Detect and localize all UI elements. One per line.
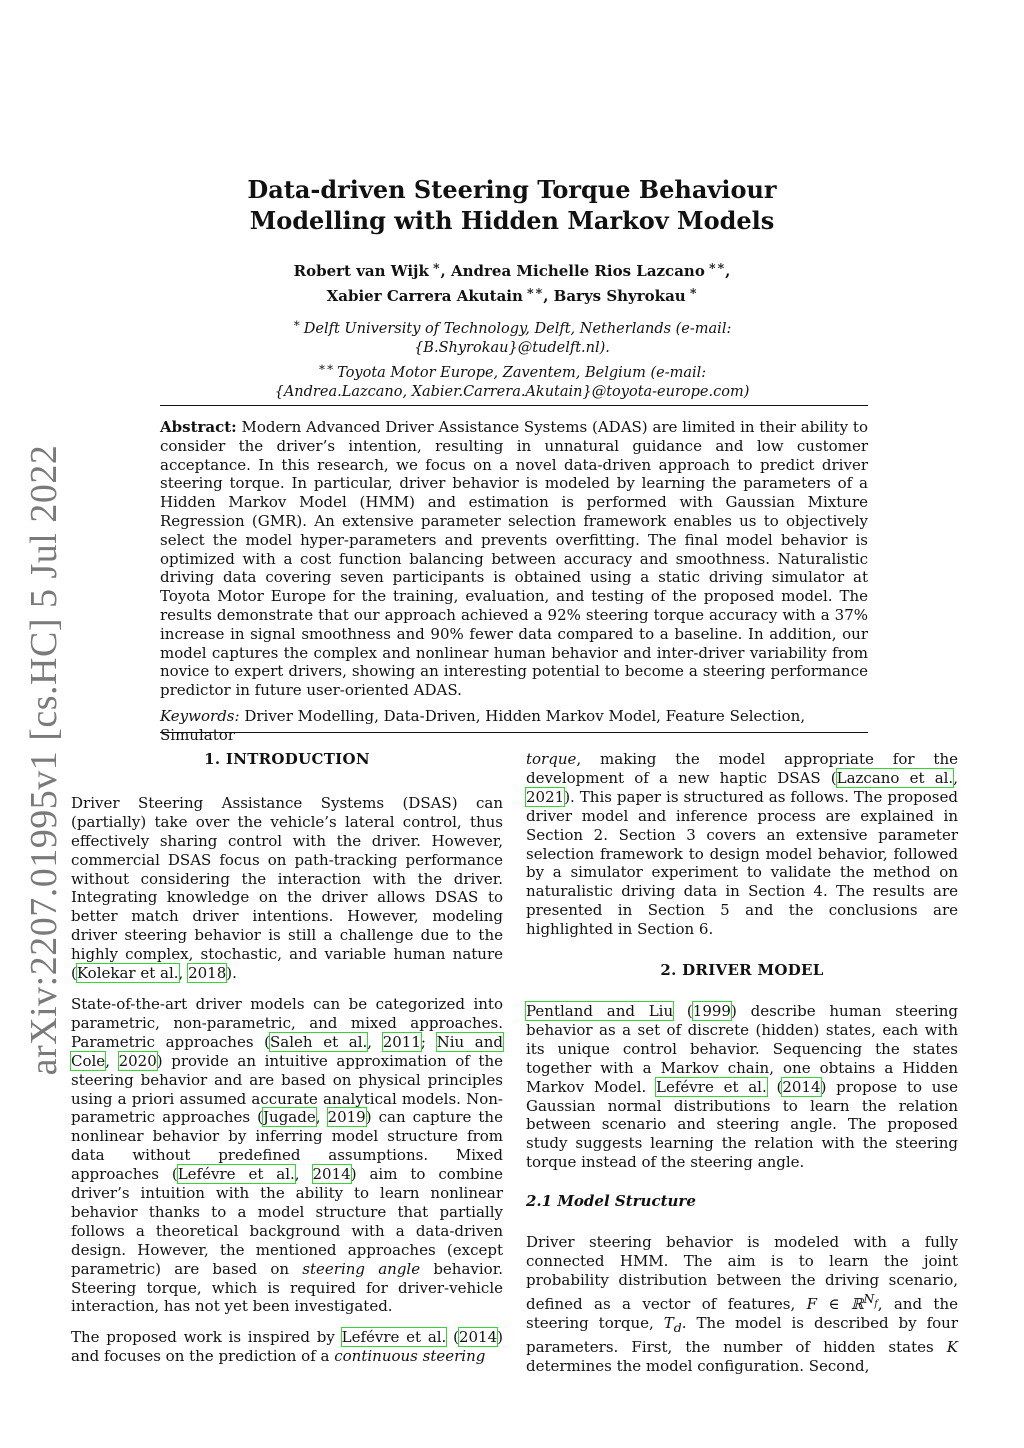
citation-link[interactable]: Jugade: [263, 1108, 316, 1127]
title-line-2: Modelling with Hidden Markov Models: [249, 206, 775, 235]
math-F: F ∈ ℝ: [806, 1294, 864, 1313]
author-name: Robert van Wijk: [293, 262, 429, 280]
model-p2-text: Driver steering behavior is modeled with a fully connected HMM. The aim is to learn the joint probability distribution between the driving scenario, defined as a vector of features,: [526, 1233, 958, 1313]
abstract: [160, 418, 868, 700]
emphasis: steering angle: [302, 1259, 421, 1278]
citation-year-link[interactable]: 2018: [188, 964, 227, 983]
affiliation-mark: ∗: [292, 316, 301, 330]
emphasis: continuous steering: [334, 1347, 486, 1366]
citation-link[interactable]: Lefévre et al.: [177, 1165, 295, 1184]
title-line-1: Data-driven Steering Torque Behaviour: [247, 175, 777, 204]
intro-p3-text: ) and focuses on the prediction of a: [71, 1328, 503, 1366]
citation-year-link[interactable]: 2014: [782, 1077, 821, 1096]
author-mark: ∗∗: [525, 283, 544, 298]
intro-paragraph-2: [71, 995, 503, 1316]
intro-paragraph-3: [71, 1328, 503, 1366]
affiliation-line: Toyota Motor Europe, Zaventem, Belgium (e-mail:: [337, 364, 707, 381]
intro-p2-text: State-of-the-art driver models can be categorized into parametric, non-parametric, and mixed approaches. Parametric approaches (: [71, 994, 503, 1051]
section-1-title: 1. INTRODUCTION: [204, 750, 370, 768]
affiliation-line: {Andrea.Lazcano, Xabier.Carrera.Akutain}@toyota-europe.com): [274, 383, 750, 400]
top-rule: [160, 405, 868, 406]
model-p1-text: ) propose to use Gaussian normal distributions to learn the relation between scenario and steering angle. The proposed study suggests learning the relation with the steering torque instead of the steering angle.: [526, 1077, 958, 1172]
author-mark: ∗: [688, 283, 698, 298]
citation-sep: (: [446, 1328, 459, 1347]
arxiv-stamp: [14, 444, 74, 1076]
affiliations: [160, 314, 864, 402]
citation-sep: (: [766, 1077, 783, 1096]
citation-link[interactable]: Lazcano et al.: [836, 768, 954, 787]
model-p2-text: determines the model configuration. Second,: [526, 1356, 870, 1375]
intro-p2-text: ) can capture the nonlinear behavior by inferring model structure from data without predefined assumptions. Mixed approaches (: [71, 1108, 503, 1184]
affiliation-mark: ∗∗: [317, 359, 335, 374]
arxiv-stamp-text: arXiv:2207.01995v1 [cs.HC] 5 Jul 2022: [23, 444, 65, 1076]
intro-paragraph-1: [71, 794, 503, 983]
citation-year-link[interactable]: 2019: [327, 1108, 366, 1127]
math-N: N: [863, 1290, 875, 1306]
intro-p4-text: ). This paper is structured as follows. The proposed driver model and inference process are explained in Section 2. Section 3 covers an extensive parameter selection framework to design model behavior, followed by a simulator experiment to validate the method on naturalistic driving data in Section 4. The results are presented in Section 5 and the conclusions are highlighted in Section 6.: [526, 787, 958, 939]
citation-link[interactable]: Lefévre et al.: [341, 1328, 447, 1347]
intro-p1-text: Driver Steering Assistance Systems (DSAS) can (partially) take over the vehicle’s lateral control, thus effectively sharing control with the driver. However, commercial DSAS focus on path-tracking performance without considering the interaction with the driver. Integrating knowledge on the driver allows DSAS to better match driver intentions. However, modeling driver steering behavior is still a challenge due to the highly complex, stochastic, and variable human nature (: [71, 793, 503, 983]
intro-p2-text: ) aim to combine driver’s intuition with the ability to learn nonlinear behavior thanks to a model structure that partially follows a theoretical background with a data-driven design. However, the mentioned approaches (except parametric) are based on: [71, 1165, 503, 1278]
math-T: T: [663, 1314, 674, 1333]
citation-link[interactable]: Kolekar et al.: [76, 964, 179, 983]
author-mark: ∗: [431, 258, 441, 273]
citation-sep: ,: [294, 1165, 313, 1184]
abstract-label: Abstract:: [160, 418, 237, 436]
citation-year-link[interactable]: 2020: [118, 1051, 157, 1070]
citation-sep: ,: [367, 1032, 383, 1051]
author-name: Xabier Carrera Akutain: [326, 287, 523, 305]
citation-year-link[interactable]: 2014: [312, 1165, 351, 1184]
bottom-rule: [160, 732, 868, 733]
intro-paragraph-4: [526, 750, 958, 939]
citation-sep: (: [673, 1001, 693, 1020]
math-d: d: [673, 1320, 682, 1336]
affiliation-line: {B.Shyrokau}@tudelft.nl).: [414, 339, 610, 356]
abstract-text: Modern Advanced Driver Assistance Systems (ADAS) are limited in their ability to consider the driver’s intention, resulting in unnatural guidance and low customer acceptance. In this research, we focus on a novel data-driven approach to predict driver steering torque. In particular, driver behavior is modeled by learning the parameters of a Hidden Markov Model (HMM) and estimation is performed with Gaussian Mixture Regression (GMR). An extensive parameter selection framework enables us to objectively select the model hyper-parameters and prevents overfitting. The final model behavior is optimized with a cost function balancing between accuracy and smoothness. Naturalistic driving data covering seven participants is obtained using a static driving simulator at Toyota Motor Europe for the training, evaluation, and testing of the proposed model. The results demonstrate that our approach achieved a 92% steering torque accuracy with a 37% increase in signal smoothness and 90% fewer data compared to a baseline. In addition, our model captures the complex and nonlinear human behavior and inter-driver variability from novice to expert drivers, showing an interesting potential to become a steering performance predictor in future user-oriented ADAS.: [160, 418, 868, 700]
intro-p1-end: ).: [226, 964, 237, 983]
emphasis: torque: [526, 750, 577, 768]
keywords: [160, 707, 868, 745]
math-K: K: [946, 1338, 958, 1357]
citation-sep: ,: [178, 964, 189, 983]
right-column: [526, 750, 958, 1388]
author-list: Robert van Wijk ∗, Andrea Michelle Rios Lazcano ∗∗, Xabier Carrera Akutain ∗∗, Barys Shyrokau ∗: [293, 258, 731, 305]
citation-link[interactable]: Pentland and Liu: [526, 1001, 674, 1020]
affiliation-line: Delft University of Technology, Delft, Netherlands (e-mail:: [303, 320, 732, 337]
keywords-text: Driver Modelling, Data-Driven, Hidden Markov Model, Feature Selection, Simulator: [160, 707, 806, 744]
intro-p3-text: The proposed work is inspired by: [71, 1328, 342, 1347]
citation-sep: ,: [315, 1108, 328, 1127]
model-paragraph-2: [526, 1233, 958, 1376]
model-p2-text: , and the steering torque,: [526, 1294, 958, 1333]
citation-sep: ,: [105, 1051, 119, 1070]
citation-sep: ;: [420, 1032, 437, 1051]
citation-link[interactable]: Lefévre et al.: [656, 1077, 767, 1096]
paper-title: [160, 174, 864, 236]
citation-sep: ,: [953, 768, 958, 787]
section-2-title: 2. DRIVER MODEL: [660, 961, 824, 980]
citation-link[interactable]: Niu and Cole: [71, 1032, 504, 1070]
model-paragraph-1: [526, 1002, 958, 1172]
author-name: Barys Shyrokau: [553, 287, 686, 305]
author-mark: ∗∗: [707, 258, 726, 273]
citation-year-link[interactable]: 1999: [692, 1001, 731, 1020]
author-name: Andrea Michelle Rios Lazcano: [450, 262, 705, 280]
citation-year-link[interactable]: 2014: [458, 1328, 498, 1347]
subsection-2-1-title: 2.1 Model Structure: [526, 1192, 696, 1211]
keywords-label: Keywords:: [160, 707, 240, 725]
left-column: [71, 750, 503, 1378]
model-p1-text: ) describe human steering behavior as a set of discrete (hidden) states, each with its unique control behavior. Sequencing the states together with a Markov chain, one obtains a Hidden Markov Model.: [526, 1001, 959, 1096]
citation-year-link[interactable]: 2011: [382, 1032, 421, 1051]
intro-p4-text: , making the model appropriate for the development of a new haptic DSAS (: [526, 750, 958, 787]
model-p2-text: . The model is described by four parameters. First, the number of hidden states: [526, 1314, 958, 1357]
intro-p2-text: behavior. Steering torque, which is required for driver-vehicle interaction, has not yet been investigated.: [71, 1259, 504, 1316]
math-f: f: [874, 1299, 878, 1310]
citation-link[interactable]: Saleh et al.: [270, 1032, 368, 1051]
intro-p2-text: ) provide an intuitive approximation of the steering behavior and are based on physical principles using a priori assumed accurate analytical models. Non-parametric approaches (: [71, 1051, 503, 1127]
citation-year-link[interactable]: 2021: [526, 787, 565, 806]
